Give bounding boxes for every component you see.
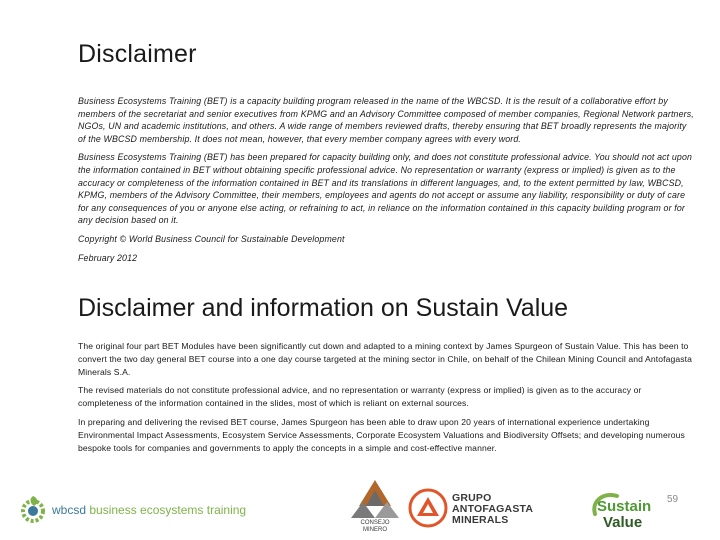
sustain-word: Sustain [597,498,652,515]
wbcsd-logo [18,492,246,528]
am-line3: MINERALS [452,514,509,526]
bet-name: business ecosystems training [89,503,247,517]
disclaimer-paragraph: Business Ecosystems Training (BET) has been prepared for capacity building only, and does not constitute professional advice. You should not act upon the information contained in BET without obtaining specific professional advice. No representation or warranty (express or implied) is given as to the accuracy or completeness of the information contained in BET and its translations in different languages, and, to the extent permitted by law, WBCSD, KPMG, members of the Advisory Committee, their members, employees and agents do not accept or assume any liability, responsibility or duty of care for any consequences of you or anyone else acting, or refraining to act, in reliance on the information contained in this capacity building program or for any decision based on it. [78,152,693,226]
am-line2: ANTOFAGASTA [452,503,534,515]
disclaimer-body [78,95,696,270]
sustain-value-logo [587,490,663,532]
sustain-value-body [78,340,698,460]
cm-line1: CONSEJO [360,520,390,526]
page-number: 59 [667,494,679,505]
gear-leaf-icon [18,494,48,526]
date-line: February 2012 [78,252,138,263]
wbcsd-wordmark [52,503,246,517]
antofagasta-icon [408,488,448,528]
copyright-line: Copyright © World Business Council for Sustainable Development [78,233,345,244]
sustain-paragraph: In preparing and delivering the revised BET course, James Spurgeon has been able to draw upon 20 years of international experience undertaking Environmental Impact Assessments, Ecosystem Service Assessments, Corporate Ecosystem Valuations and Biodiversity Offsets; and developing numerous bespoke tools for companies and governments to apply the concepts in a simple and cost-effective manner. [78,416,685,453]
antofagasta-wordmark [452,493,533,526]
sustain-paragraph: The original four part BET Modules have been significantly cut down and adapted to a mining context by James Spurgeon of Sustain Value. This has been to convert the two day general BET course into a one day course targeted at the mining sector in Chile, on behalf of the Chilean Mining Council and Antofagasta Minerals S.A. [78,341,693,377]
disclaimer-title: Disclaimer [78,40,197,68]
disclaimer-paragraph: Business Ecosystems Training (BET) is a capacity building program released in the name of the WBCSD. It is the result of a collaborative effort by members of the secretariat and senior executives from KPMG and an Advisory Committee composed of member companies, Regional Network partners, NGOs, UN and academic institutions, and others. A wide range of members reviewed drafts, thereby ensuring that BET broadly represents the majority of the WBCSD membership. It does not mean, however, that every member company agrees with every word. [78,96,694,144]
am-line1: GRUPO [452,492,492,504]
consejo-minero-label [346,520,404,534]
sustain-value-title: Disclaimer and information on Sustain Value [78,294,569,322]
value-word: Value [603,514,643,531]
cm-line2: MINERO [363,527,387,533]
wbcsd-prefix: wbcsd [52,503,87,517]
sustain-paragraph: The revised materials do not constitute professional advice, and no representation or warranty (express or implied) is given as to the accuracy or completeness of the information contained in the slides, most of which is reliant on external sources. [78,385,642,409]
